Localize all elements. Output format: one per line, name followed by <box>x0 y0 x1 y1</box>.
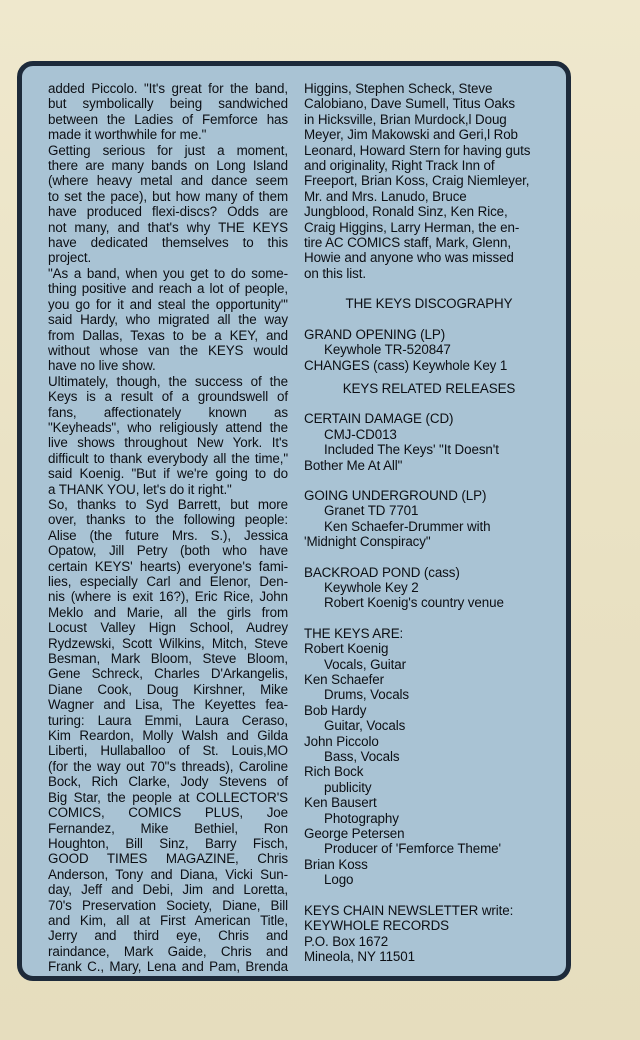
article-text-line: Besman, Mark Bloom, Steve Bloom, <box>48 651 288 667</box>
article-text-line: said Koenig. "But if we're going to do <box>48 466 288 482</box>
article-text-line: Big Star, the people at COLLECTOR'S <box>48 789 288 805</box>
release-detail: Ken Schaefer-Drummer with <box>324 518 491 534</box>
article-text-line: on this list. <box>304 265 366 281</box>
member-role: Drums, Vocals <box>324 687 410 703</box>
members-heading: THE KEYS ARE: <box>304 625 404 641</box>
member-role: Producer of 'Femforce Theme' <box>324 841 501 857</box>
article-text-line: nis (where is exit 16?), Eric Rice, John <box>48 589 288 605</box>
article-text-line: Anderson, Tony and Diana, Vicki Sun- <box>48 866 288 882</box>
member-name: Brian Koss <box>304 856 368 872</box>
release-title: GRAND OPENING (LP) <box>304 326 446 342</box>
left-column <box>48 81 288 975</box>
article-text-line: added Piccolo. "It's great for the band, <box>48 81 288 96</box>
address-line: KEYWHOLE RECORDS <box>304 918 449 934</box>
article-text-line: Bock, Rich Clarke, Jody Stevens of <box>48 774 288 790</box>
article-text-line: live shows throughout New York. It's <box>48 435 288 451</box>
related-releases-heading: KEYS RELATED RELEASES <box>342 380 516 396</box>
article-text-line: Ultimately, though, the success of the <box>48 373 288 389</box>
article-text-line: Mr. and Mrs. Lanudo, Bruce <box>304 188 467 204</box>
member-name: Robert Koenig <box>304 641 389 657</box>
article-text-line: project. <box>48 250 92 266</box>
article-text-line: Wagner and Lisa, The Keyettes fea- <box>48 697 288 713</box>
article-text-line: thing positive and reach a lot of people, <box>48 281 288 297</box>
address-line: P.O. Box 1672 <box>304 933 389 949</box>
release-title: GOING UNDERGROUND (LP) <box>304 487 487 503</box>
address-line: KEYS CHAIN NEWSLETTER write: <box>304 902 514 918</box>
spacer <box>304 611 554 626</box>
member-name: Ken Bausert <box>304 795 377 811</box>
article-text-line: "Keyheads", who religiously attend the <box>48 419 288 435</box>
spacer <box>304 473 554 488</box>
article-text-line: Leonard, Howard Stern for having guts <box>304 142 531 158</box>
release-detail: 'Midnight Conspiracy" <box>304 534 431 550</box>
article-text-line: said Hardy, who migrated all the way <box>48 312 288 328</box>
member-name: Rich Bock <box>304 764 364 780</box>
release-detail: Included The Keys' "It Doesn't <box>324 442 499 458</box>
article-text-line: have dedicated themselves to this <box>48 235 288 251</box>
article-text-line: 70's Preservation Society, Diane, Bill <box>48 897 288 913</box>
release-detail: CMJ-CD013 <box>324 426 397 442</box>
article-text-line: from Dallas, Texas to be a KEY, and <box>48 327 288 343</box>
spacer <box>304 312 554 327</box>
article-text-line: turing: Laura Emmi, Laura Ceraso, <box>48 712 288 728</box>
article-text-line: "As a band, when you get to do some- <box>48 265 288 281</box>
member-role: Vocals, Guitar <box>324 656 406 672</box>
article-text-line: Higgins, Stephen Scheck, Steve <box>304 81 493 96</box>
spacer <box>304 888 554 903</box>
spacer <box>304 281 554 296</box>
member-name: John Piccolo <box>304 733 379 749</box>
article-text-line: COMICS, COMICS PLUS, Joe <box>48 805 288 821</box>
article-text-line: Craig Higgins, Larry Herman, the en- <box>304 219 520 235</box>
member-name: Ken Schaefer <box>304 672 384 687</box>
article-text-line: without whose van the KEYS would <box>48 342 288 358</box>
article-text-line: there are many bands on Long Island <box>48 158 288 174</box>
spacer <box>304 550 554 565</box>
article-text-line: Getting serious for just a moment, <box>48 142 288 158</box>
article-text-line: a THANK YOU, let's do it right." <box>48 481 232 497</box>
article-text-line: Frank C., Mary, Lena and Pam, Brenda <box>48 959 288 975</box>
article-text-line: Houghton, Bill Sinz, Barry Fisch, <box>48 835 288 851</box>
article-text-line: and originality, Right Track Inn of <box>304 158 495 174</box>
article-text-line: Jerry and third eye, Chris and <box>48 928 288 944</box>
release-detail: Granet TD 7701 <box>324 503 419 519</box>
article-text-line: but symbolically being sandwiched <box>48 96 288 112</box>
article-text-line: you go for it and steal the opportunity"' <box>48 296 288 312</box>
right-column <box>304 81 554 964</box>
article-text-line: raindance, Mark Gaide, Chris and <box>48 943 288 959</box>
article-text-line: Keys is a result of a groundswell of <box>48 389 288 405</box>
article-text-line: Locust Valley Hign School, Audrey <box>48 620 288 636</box>
release-detail: Keywhole TR-520847 <box>324 342 451 358</box>
article-text-line: in Hicksville, Brian Murdock,l Doug <box>304 111 507 127</box>
address-line: Mineola, NY 11501 <box>304 948 415 964</box>
article-text-line: over, thanks to the following people: <box>48 512 288 528</box>
spacer <box>304 373 554 381</box>
article-text-line: Freeport, Brian Koss, Craig Niemleyer, <box>304 173 530 189</box>
article-text-line: difficult to thank everybody all the time," <box>48 450 288 466</box>
article-text-line: Opatow, Jill Petry (both who have <box>48 543 288 559</box>
release-title: CERTAIN DAMAGE (CD) <box>304 411 454 427</box>
member-name: George Petersen <box>304 826 405 842</box>
article-text-line: have produced flexi-discs? Odds are <box>48 204 288 220</box>
article-text-line: and Kim, all at First American Title, <box>48 912 288 928</box>
article-text-line: Liberti, Hullaballoo of St. Louis,MO <box>48 743 288 759</box>
article-text-line: Meyer, Jim Makowski and Geri,l Rob <box>304 127 518 143</box>
article-text-line: lies, especially Carl and Elenor, Den- <box>48 574 288 589</box>
article-text-line: fans, affectionately known as <box>48 404 288 420</box>
member-role: Guitar, Vocals <box>324 718 406 734</box>
article-text-line: certain KEYS' hearts) everyone's fami- <box>48 558 288 574</box>
article-text-line: Alise (the future Mrs. S.), Jessica <box>48 527 288 543</box>
article-text-line: (where heavy metal and dance seem <box>48 173 288 189</box>
article-text-line: Diane Cook, Doug Kirshner, Mike <box>48 681 288 697</box>
article-text-line: (for the way out 70"s threads), Caroline <box>48 758 288 774</box>
member-name: Bob Hardy <box>304 702 367 718</box>
article-text-line: Gene Schreck, Charles D'Arkangelis, <box>48 666 288 682</box>
article-text-line: Meklo and Marie, all the girls from <box>48 604 288 620</box>
article-text-line: between the Ladies of Femforce has <box>48 111 288 127</box>
release-title: CHANGES (cass) Keywhole Key 1 <box>304 357 508 373</box>
article-text-line: made it worthwhile for me." <box>48 127 207 143</box>
spacer <box>304 396 554 411</box>
article-text-line: Fernandez, Mike Bethiel, Ron <box>48 820 288 836</box>
release-title: BACKROAD POND (cass) <box>304 564 460 580</box>
article-text-line: have no live show. <box>48 358 156 374</box>
article-text-line: not many, and that's why THE KEYS <box>48 219 288 235</box>
article-text-line: Howie and anyone who was missed <box>304 250 514 266</box>
article-text-line: to set the pace), but how many of them <box>48 188 288 204</box>
article-text-line: Calobiano, Dave Sumell, Titus Oaks <box>304 96 515 112</box>
article-text-line: tire AC COMICS staff, Mark, Glenn, <box>304 235 511 251</box>
article-text-line: Rydzewski, Scott Wilkins, Mitch, Steve <box>48 635 288 651</box>
article-text-line: Kim Reardon, Molly Walsh and Gilda <box>48 728 288 744</box>
release-detail: Keywhole Key 2 <box>324 579 419 595</box>
discography-heading: THE KEYS DISCOGRAPHY <box>345 296 513 312</box>
member-role: Logo <box>324 872 354 888</box>
article-text-line: GOOD TIMES MAGAZINE, Chris <box>48 851 288 867</box>
member-role: Photography <box>324 810 399 826</box>
release-detail: Robert Koenig's country venue <box>324 595 504 611</box>
article-panel <box>17 61 571 981</box>
article-text-line: day, Jeff and Debi, Jim and Loretta, <box>48 882 288 898</box>
article-text-line: Jungblood, Ronald Sinz, Ken Rice, <box>304 204 508 220</box>
member-role: publicity <box>324 779 372 795</box>
member-role: Bass, Vocals <box>324 749 400 765</box>
release-detail: Bother Me At All" <box>304 457 403 473</box>
article-text-line: So, thanks to Syd Barrett, but more <box>48 496 288 512</box>
